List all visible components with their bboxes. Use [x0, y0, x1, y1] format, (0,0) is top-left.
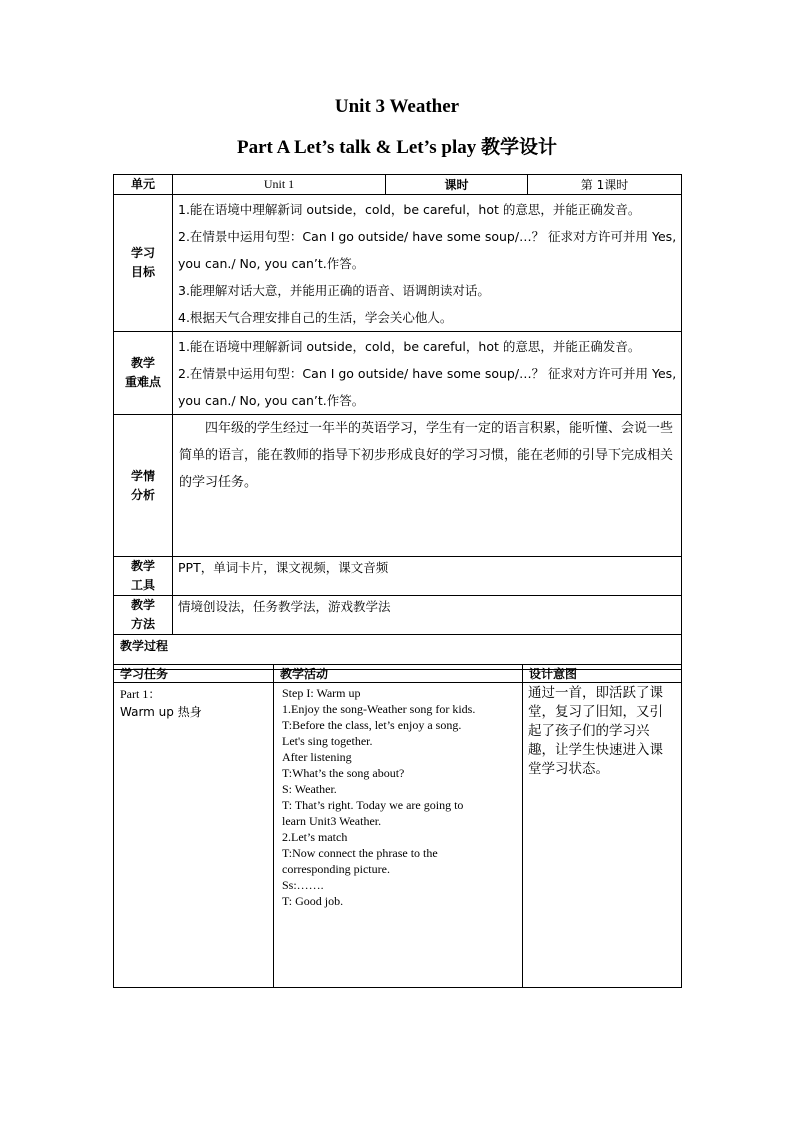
task-cell [114, 683, 274, 988]
period-value: 第 1课时 [528, 175, 682, 195]
key-points-content [173, 332, 682, 415]
analysis-label [114, 415, 173, 557]
key-points-row [114, 332, 682, 415]
tools-content [173, 557, 682, 596]
tools-row [114, 557, 682, 596]
activity-line: Let's sing together. [282, 734, 373, 748]
activity-line: Step I: Warm up [282, 686, 361, 700]
intent-cell [523, 683, 682, 988]
methods-text: 情境创设法，任务教学法，游戏教学法 [178, 599, 391, 614]
info-row [114, 175, 682, 195]
activity-line: Ss:……. [282, 878, 324, 892]
page-subtitle: Part A Let’s talk & Let’s play 教学设计 [237, 137, 557, 158]
activity-line: 1.Enjoy the song-Weather song for kids. [282, 702, 476, 716]
methods-label [114, 596, 173, 635]
objectives-label [114, 195, 173, 332]
objectives-label-line-2: 目标 [130, 265, 155, 279]
methods-content [173, 596, 682, 635]
analysis-content [173, 415, 682, 557]
process-row [114, 683, 682, 988]
analysis-label-line-2: 分析 [130, 487, 155, 502]
analysis-text: 四年级的学生经过一年半的英语学习，学生有一定的语言积累，能听懂、会说一些简单的语言，能在教师的指导下初步形成良好的学习习惯，能在老师的引导下完成相关的学习任务。 [179, 421, 674, 490]
period-label: 课时 [386, 175, 528, 195]
key-point-line: 1.能在语境中理解新词 outside，cold，be careful，hot 的意思，并能正确发音。 [178, 339, 641, 354]
header-task: 学习任务 [114, 665, 274, 683]
objectives-row [114, 195, 682, 332]
activity-line: T: Good job. [282, 894, 344, 908]
header-activity: 教学活动 [274, 665, 523, 683]
key-point-line: 2.在情景中运用句型：Can I go outside/ have some soup/…？ 征求对方许可并用 Yes, [178, 366, 677, 381]
tools-label-line-2: 工具 [130, 578, 155, 592]
objective-line: 4.根据天气合理安排自己的生活，学会关心他人。 [178, 310, 453, 325]
header-intent: 设计意图 [523, 665, 682, 683]
objective-line: 2.在情景中运用句型：Can I go outside/ have some soup/…？ 征求对方许可并用 Yes, [178, 229, 677, 244]
analysis-row [114, 415, 682, 557]
process-header-row [114, 665, 682, 683]
activity-line: learn Unit3 Weather. [282, 814, 382, 828]
methods-label-line-2: 方法 [130, 617, 155, 631]
objectives-content [173, 195, 682, 332]
key-point-line: you can./ No, you can’t.作答。 [178, 393, 365, 408]
activity-line: 2.Let’s match [282, 830, 348, 844]
activity-line: After listening [282, 750, 352, 764]
key-points-label-line-1: 教学 [130, 356, 155, 370]
unit-value: Unit 1 [173, 175, 386, 195]
activity-line: S: Weather. [282, 782, 337, 796]
analysis-label-line-1: 学情 [130, 468, 155, 483]
tools-text: PPT，单词卡片，课文视频，课文音频 [178, 560, 389, 575]
task-line: Warm up 热身 [120, 705, 202, 719]
objective-line: 3.能理解对话大意，并能用正确的语音、语调朗读对话。 [178, 283, 490, 298]
process-table [113, 664, 682, 988]
activity-line: T:What’s the song about? [282, 766, 405, 780]
process-label: 教学过程 [114, 635, 682, 670]
activity-cell [274, 683, 523, 988]
objective-line: 1.能在语境中理解新词 outside，cold，be careful，hot 的意思，并能正确发音。 [178, 202, 641, 217]
task-line: Part 1： [120, 687, 161, 701]
page-title: Unit 3 Weather [334, 96, 460, 117]
intent-text: 通过一首，即活跃了课堂，复习了旧知，又引起了孩子们的学习兴趣，让学生快速进入课堂学习状态。 [528, 685, 663, 777]
key-points-label-line-2: 重难点 [124, 375, 161, 389]
objective-line: you can./ No, you can’t.作答。 [178, 256, 365, 271]
objectives-label-line-1: 学习 [130, 246, 155, 260]
activity-line: T:Now connect the phrase to the [282, 846, 438, 860]
key-points-label [114, 332, 173, 415]
unit-label: 单元 [114, 175, 173, 195]
activity-line: corresponding picture. [282, 862, 390, 876]
activity-line: T: That’s right. Today we are going to [282, 798, 464, 812]
methods-row [114, 596, 682, 635]
activity-line: T:Before the class, let’s enjoy a song. [282, 718, 462, 732]
lesson-info-table [113, 174, 682, 670]
methods-label-line-1: 教学 [130, 598, 155, 612]
tools-label-line-1: 教学 [130, 559, 155, 573]
tools-label [114, 557, 173, 596]
